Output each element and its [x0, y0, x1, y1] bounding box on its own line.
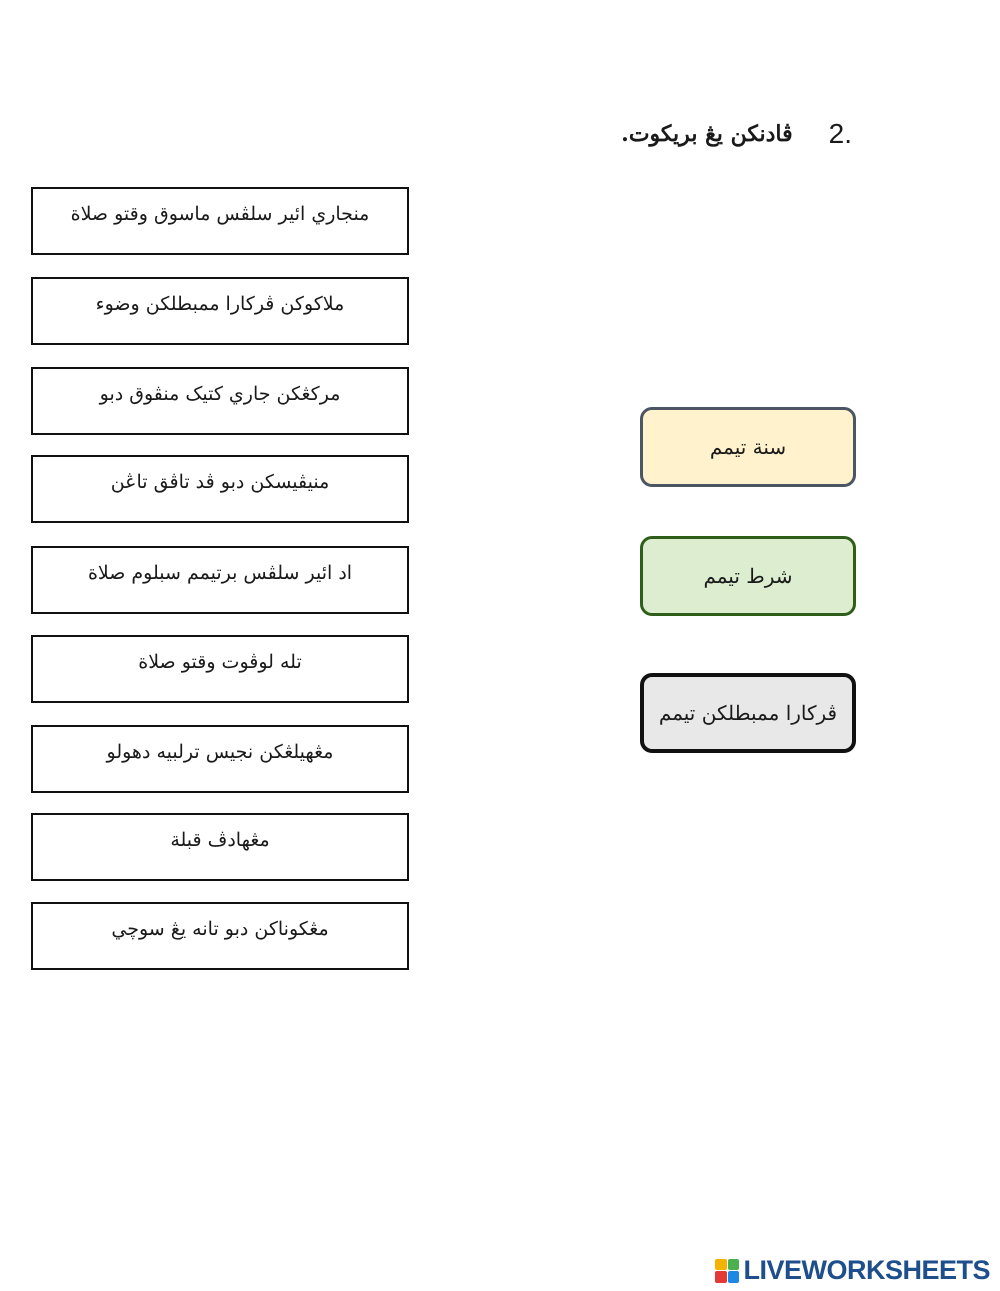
- liveworksheets-brand-text: LIVEWORKSHEETS: [743, 1255, 990, 1285]
- drag-item-4[interactable]: منيڤيسكن دبو ڤد تاڤق تاڠن: [31, 455, 409, 523]
- question-number: 2.: [828, 118, 852, 149]
- drag-item-2[interactable]: ملاكوكن ڤركارا ممبطلكن وضوء: [31, 277, 409, 345]
- drag-item-8[interactable]: مڠهادڤ قبلة: [31, 813, 409, 881]
- category-sunat-tayammum[interactable]: سنة تيمم: [640, 407, 856, 487]
- drag-item-9[interactable]: مڠكوناكن دبو تانه يڠ سوچي: [31, 902, 409, 970]
- liveworksheets-logo-icon: [715, 1259, 739, 1283]
- drag-item-7[interactable]: مڠهيلڠكن نجيس ترلبيه دهولو: [31, 725, 409, 793]
- question-header: [621, 118, 852, 150]
- liveworksheets-logo: [715, 1255, 990, 1286]
- drag-item-6[interactable]: تله لوڤوت وقتو صلاة: [31, 635, 409, 703]
- category-batal-tayammum[interactable]: ڤركارا ممبطلكن تيمم: [640, 673, 856, 753]
- drag-item-3[interactable]: مركڠكن جاري كتيک منڤوق دبو: [31, 367, 409, 435]
- question-instruction: ڤادنكن يڠ بريكوت.: [621, 121, 793, 147]
- drag-item-5[interactable]: اد ائير سلڤس برتيمم سبلوم صلاة: [31, 546, 409, 614]
- category-syarat-tayammum[interactable]: شرط تيمم: [640, 536, 856, 616]
- drag-item-1[interactable]: منجاري ائير سلڤس ماسوق وقتو صلاة: [31, 187, 409, 255]
